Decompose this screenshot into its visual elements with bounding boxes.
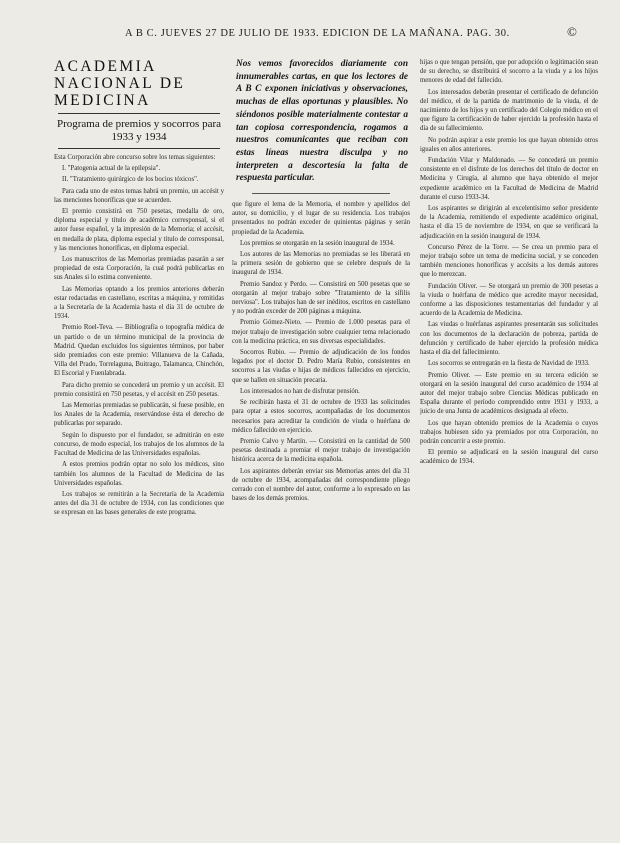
column-1 — [54, 58, 224, 833]
paragraph: hijas o que tengan pensión, que por adopción o legitimación sean de su derecho, se distribuirá el socorro a la viuda y a los hijos menores de edad del fallecido. — [420, 59, 598, 85]
paragraph: A estos premios podrán optar no solo los médicos, sino también los alumnos de la Facultad de Medicina de las Universidades españolas. — [54, 461, 224, 487]
paragraph: El premio consistirá en 750 pesetas, medalla de oro, diploma especial y título de académico corresponsal, si el autor fuese español, y la impresión de la Memoria; el accésit, en medalla de plata, diploma especial y título de corresponsal, y las menciones honoríficas, en diploma especial. — [54, 208, 224, 252]
paragraph: Los autores de las Memorias no premiadas se les liberará en la primera sesión de gobierno que se celebre después de la inaugural de 1934. — [232, 251, 410, 277]
paragraph: Los manuscritos de las Memorias premiadas pasarán a ser propiedad de esta Corporación, la cual podrá publicarlas en sus Anales si lo estima conveniente. — [54, 256, 224, 282]
paragraph: Los socorros se entregarán en la fiesta de Navidad de 1933. — [428, 360, 590, 368]
paragraph: I. "Patogenia actual de la epilepsia". — [62, 165, 161, 173]
paragraph: Los trabajos se remitirán a la Secretaría de la Academia antes del día 31 de octubre de 1934, con las condiciones que se expresan en las bases generales de este programa. — [54, 490, 224, 517]
paragraph: Según lo dispuesto por el fundador, se admitirán en este concurso, de modo especial, los trabajos de los alumnos de la Facultad de Medicina de las Universidades españolas. — [54, 431, 224, 458]
paragraph: Concurso Pérez de la Torre. — Se crea un premio para el mejor trabajo sobre un tema de medicina social, y se conceden también menciones honoríficas y accésits a los demás autores que lo merezcan. — [420, 243, 598, 279]
column-2 — [232, 58, 410, 833]
page-mark: © — [567, 24, 577, 39]
paragraph: Fundación Vilar y Maldonado. — Se concederá un premio consistente en el disfrute de los derechos del título de doctor en Medicina y Cirugía, al alumno que haya obtenido el mejor expediente académico en la Facultad de Medicina de Madrid durante el curso 1933-34. — [420, 157, 598, 201]
paragraph: Premio Oliver. — Este premio en su tercera edición se otorgará en la sesión inaugural del curso académico de 1934 al autor del mejor trabajo sobre Ciencias Médicas publicado en España durante el período comprendido entre 1931 y 1933, a juicio de una Junta de académicos designada al efecto. — [420, 371, 598, 416]
paragraph: II. "Tratamiento quirúrgico de los bocios tóxicos". — [62, 176, 199, 184]
paragraph: Las Memorias optando a los premios anteriores deberán estar redactadas en castellano, escritas a máquina, y remitidas a la Secretaría de la Academia hasta el día 31 de octubre de 1934. — [54, 285, 224, 321]
paragraph: Para cada uno de estos temas habrá un premio, un accésit y las menciones honoríficas que se acuerden. — [54, 187, 224, 204]
paragraph: Premio Gómez-Nieto. — Premio de 1.000 pesetas para el mejor trabajo de investigación sobre cualquier tema relacionado con la medicina práctica, en sus diversas especialidades. — [232, 319, 410, 345]
paragraph: Esta Corporación abre concurso sobre los temas siguientes: — [54, 154, 216, 161]
paragraph: Fundación Oliver. — Se otorgará un premio de 300 pesetas a la viuda o huérfana de médico que acredite mayor necesidad, conforme a las disposiciones testamentarias del fundador y al acuerdo de la Academia de Medicina. — [420, 282, 598, 318]
paragraph: Los aspirantes se dirigirán al excelentísimo señor presidente de la Academia, remitiendo el expediente académico original, hasta el día 15 de noviembre de 1934, en que se verificará la adjudicación en la sesión inaugural de 1934. — [420, 205, 598, 240]
readers-notice: Nos vemos favorecidos diariamente con innumerables cartas, en que los lectores de A B C exponen iniciativas y observaciones, muchas de ellas oportunas y plausibles. No siéndonos posible materialmente contestar a tan copiosa correspondencia, rogamos a nuestros comunicantes que reciban con estas líneas nuestra disculpa y no interpreten a descortesía la falta de respuesta particular. — [236, 59, 408, 184]
paragraph: Premio Sandoz y Perdo. — Consistirá en 500 pesetas que se otorgarán al mejor trabajo sobre "Tratamiento de la sífilis nerviosa". Los trabajos han de ser inéditos, escritos en castellano y no podrán exceder de 200 páginas a máquina. — [232, 280, 410, 316]
paragraph: El premio se adjudicará en la sesión inaugural del curso académico de 1934. — [420, 449, 598, 466]
paragraph: Para dicho premio se concederá un premio y un accésit. El premio consistirá en 750 pesetas, y el accésit en 250 pesetas. — [54, 381, 224, 398]
paragraph: que figure el lema de la Memoria, el nombre y apellidos del autor, su domicilio, y el lugar de su residencia. Los trabajos presentados no podrán exceder de quinientas páginas y serán propiedad de la Academia. — [232, 201, 410, 236]
paragraph: Las viudas o huérfanas aspirantes presentarán sus solicitudes con los documentos de la declaración de pobreza, partida de defunción y certificado de haber ejercido la profesión médica hasta el día del fallecimiento. — [420, 321, 598, 357]
column-3 — [420, 58, 598, 833]
paragraph: Premio Calvo y Martín. — Consistirá en la cantidad de 500 pesetas destinada a premiar el mejor trabajo de investigación histórica acerca de la medicina española. — [232, 437, 410, 464]
headline-rule — [58, 113, 220, 114]
paragraph: Socorros Rubio. — Premio de adjudicación de los fondos legados por el doctor D. Pedro María Rubio, consistentes en socorros a las viudas e hijas de médicos fallecidos en ejercicio, que se hallen en situación precaria. — [232, 349, 410, 384]
page-header: A B C. JUEVES 27 DE JULIO DE 1933. EDICION DE LA MAÑANA. PAG. 30. — [125, 28, 510, 39]
subheadline: Programa de premios y socorros para 1933 y 1934 — [56, 118, 222, 143]
paragraph: Se recibirán hasta el 31 de octubre de 1933 las solicitudes para optar a estos socorros, acompañadas de los documentos necesarios para acreditar la condición de viuda o huérfana de médico fallecido en ejercicio. — [232, 399, 410, 434]
paragraph: Los que hayan obtenido premios de la Academia o cuyos trabajos hubiesen sido ya premiados por otra Corporación, no podrán concurrir a este premio. — [420, 419, 598, 445]
paragraph: No podrán aspirar a este premio los que hayan obtenido otros iguales en años anteriores. — [420, 136, 598, 153]
headline: ACADEMIA NACIONAL DE MEDICINA — [54, 58, 186, 109]
paragraph: Los interesados no han de disfrutar pensión. — [240, 387, 360, 395]
paragraph: Los premios se otorgarán en la sesión inaugural de 1934. — [240, 239, 395, 247]
subheadline-rule — [58, 148, 220, 149]
paragraph: Los aspirantes deberán enviar sus Memorias antes del día 31 de octubre de 1934, acompañadas del correspondiente pliego cerrado con el nombre del autor, conforme a lo expresado en las bases de los demás premios. — [232, 467, 410, 503]
paragraph: Las Memorias premiadas se publicarán, si fuese posible, en los Anales de la Academia, reservándose ésta el derecho de publicarlas por separado. — [54, 402, 224, 428]
paragraph: Los interesados deberán presentar el certificado de defunción del médico, el de la partida de matrimonio de la viuda, el de nacimiento de los hijos y un certificado del Colegio médico en el que figure la certificación de haber ejercido la profesión hasta el día de su fallecimiento. — [420, 88, 598, 133]
notice-rule — [252, 193, 390, 194]
paragraph: Premio Roel-Teva. — Bibliografía o topografía médica de un partido o de un término municipal de la provincia de Madrid. Quedan excluidos los siguientes términos, por haber sido premiados con este premio: Villanueva de la Cañada, Villa del Prado, Torrelaguna, Buitrago, Talamanca, Chinchón, El Escorial y Fuenlabrada. — [54, 324, 224, 378]
